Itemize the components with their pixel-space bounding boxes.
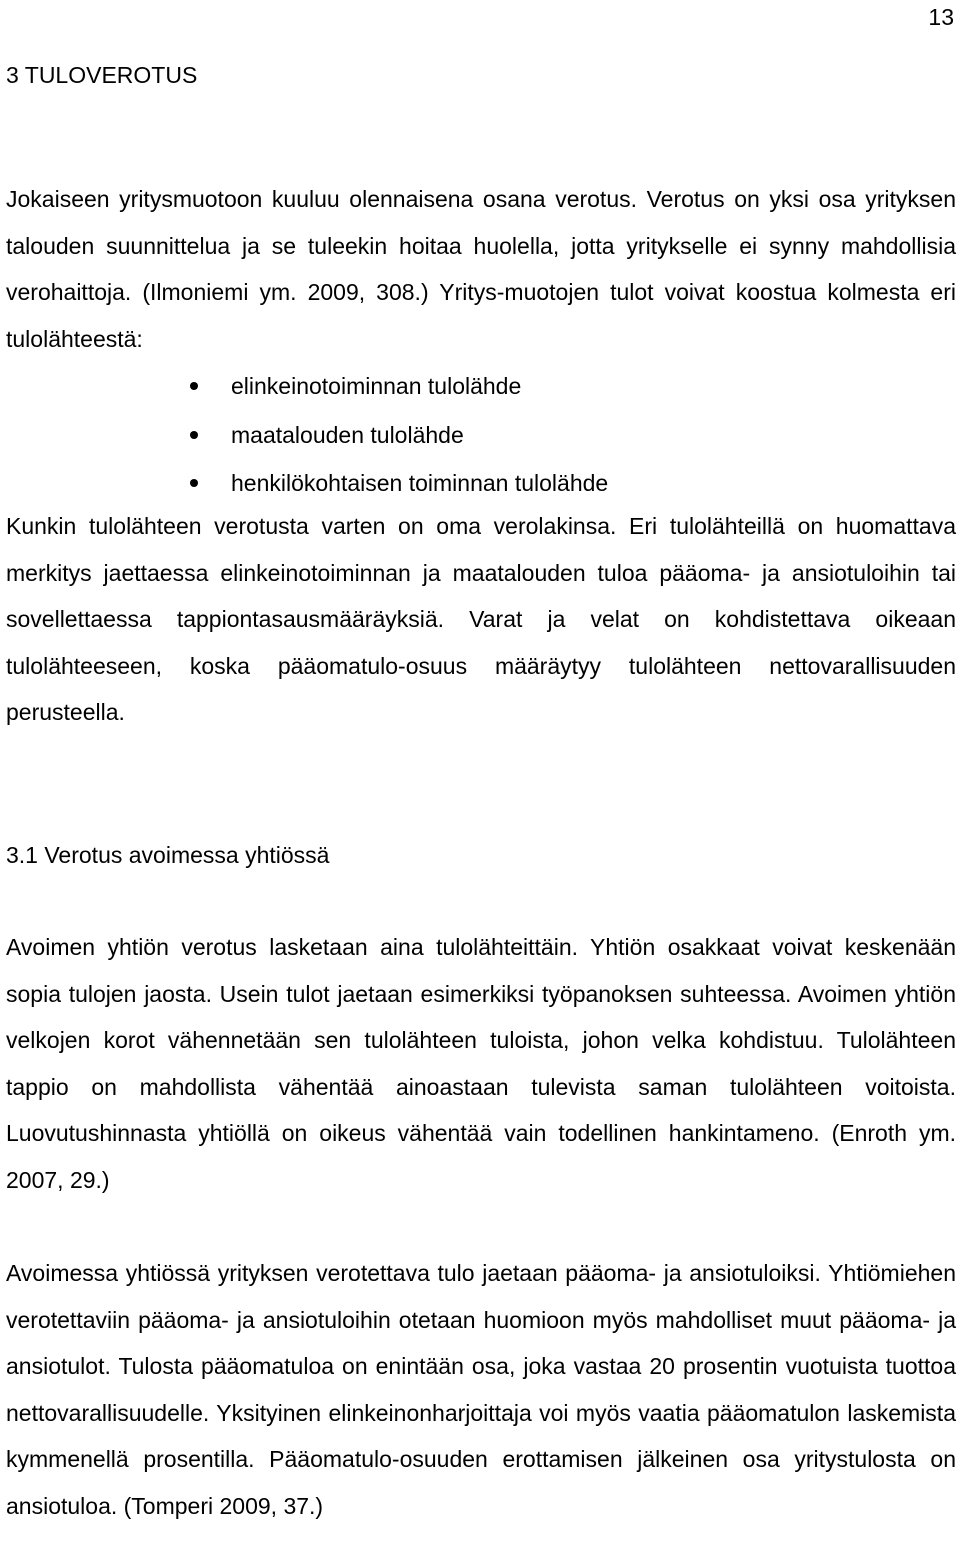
body-paragraph: Avoimessa yhtiössä yrityksen verotettava tulo jaetaan pääoma- ja ansiotuloiksi. Yhtiömiehen verotettaviin pääoma- ja ansiotuloihin otetaan huomioon myös mahdolliset muut pääoma- ja ansiotulot. Tulosta pääomatuloa on enintään osa, joka vastaa 20 prosentin vuotuista tuottoa nettovarallisuudelle. Yksityinen elinkeinonharjoittaja voi myös vaatia pääomatulon laskemista kymmenellä prosentilla. Pääomatulo-osuuden erottamisen jälkeinen osa yritystulosta on ansiotuloa. (Tomperi 2009, 37.) xyxy=(6,1260,956,1519)
list-item-text: elinkeinotoiminnan tulolähde xyxy=(231,373,522,399)
intro-paragraph: Jokaiseen yritysmuotoon kuuluu olennaisena osana verotus. Verotus on yksi osa yrityksen talouden suunnittelua ja se tuleekin hoitaa huolella, jotta yritykselle ei synny mahdollisia verohaittoja. (Ilmoniemi ym. 2009, 308.) Yritys-muotojen tulot voivat koostua kolmesta eri tulolähteestä: xyxy=(6,186,956,352)
list-item-text: henkilökohtaisen toiminnan tulolähde xyxy=(231,470,609,496)
list-item-text: maatalouden tulolähde xyxy=(231,421,464,448)
bullet-icon xyxy=(190,382,198,390)
list-item xyxy=(190,362,608,411)
list-item xyxy=(190,459,608,508)
bullet-icon xyxy=(190,479,198,487)
body-paragraph: Avoimen yhtiön verotus lasketaan aina tulolähteittäin. Yhtiön osakkaat voivat keskenään sopia tulojen jaosta. Usein tulot jaetaan esimerkiksi työpanoksen suhteessa. Avoimen yhtiön velkojen korot vähennetään sen tulolähteen tuloista, johon velka kohdistuu. Tulolähteen tappio on mahdollista vähentää ainoastaan tulevista saman tulolähteen voitoista. Luovutushinnasta yhtiöllä on oikeus vähentää vain todellinen hankintameno. (Enroth ym. 2007, 29.) xyxy=(6,934,956,1193)
income-source-list xyxy=(190,362,608,508)
body-paragraph: Kunkin tulolähteen verotusta varten on oma verolakinsa. Eri tulolähteillä on huomattava merkitys jaettaessa elinkeinotoiminnan ja maatalouden tuloa pääoma- ja ansiotuloihin tai sovellettaessa tappiontasausmääräyksiä. Varat ja velat on kohdistettava oikeaan tulolähteeseen, koska pääomatulo-osuus määräytyy tulolähteen nettovarallisuuden perusteella. xyxy=(6,513,956,725)
page-number: 13 xyxy=(928,4,954,30)
section-heading: 3 TULOVEROTUS xyxy=(6,62,198,88)
subsection-heading: 3.1 Verotus avoimessa yhtiössä xyxy=(6,842,330,868)
bullet-icon xyxy=(190,431,198,439)
list-item xyxy=(190,411,608,460)
